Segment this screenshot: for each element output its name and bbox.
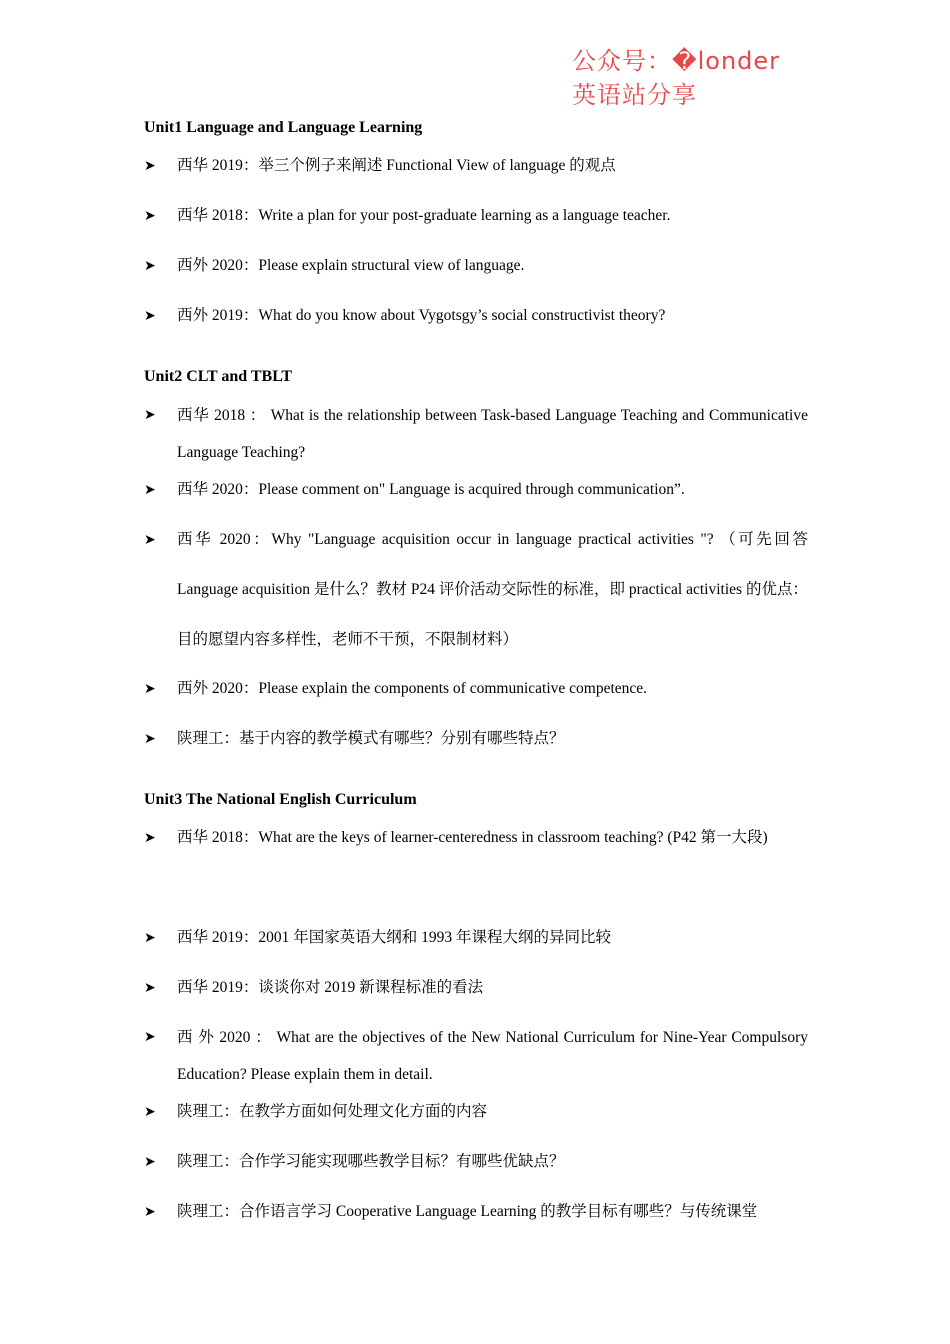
watermark [572, 44, 780, 112]
list-item [144, 305, 808, 327]
list-item [144, 728, 808, 750]
list-item [144, 813, 808, 863]
watermark-line-2: 英语站分享 [572, 81, 697, 109]
list-item-text: 西外 2020：Please explain structural view of language. [177, 257, 525, 274]
list-item-text: 西华 2019：2001 年国家英语大纲和 1993 年课程大纲的异同比较 [177, 929, 612, 946]
list-item-text: 西华 2019：举三个例子来阐述 Functional View of language 的观点 [177, 157, 616, 174]
arrow-bullet-icon: ➤ [144, 258, 156, 274]
list-item [144, 205, 808, 227]
arrow-bullet-icon: ➤ [144, 1204, 156, 1220]
unit-heading: Unit1 Language and Language Learning [144, 119, 423, 136]
list-item-text: 西华 2018：Write a plan for your post-graduate learning as a language teacher. [177, 207, 671, 224]
list-item [144, 977, 808, 999]
list-item-text: 陕理工：在教学方面如何处理文化方面的内容 [177, 1103, 488, 1120]
list-item [144, 1019, 808, 1093]
list-item-text: 西华 2020：Why "Language acquisition occur in language practical activities "? （可先回答 Language acquisition 是什么？教材 P24 评价活动交际性的标准，即 practical activities 的优点：目的愿望内容多样性，老师不干预，不限制材料） [177, 531, 808, 648]
arrow-bullet-icon: ➤ [144, 158, 156, 174]
list-item-text: 西外 2020：Please explain the components of communicative competence. [177, 680, 648, 697]
list-item-text: 西 外 2020 ： What are the objectives of the New National Curriculum for Nine-Year Compulsory Education? Please explain them in detail. [177, 1029, 808, 1083]
unit-heading: Unit3 The National English Curriculum [144, 791, 417, 808]
watermark-line-1: 公众号：�londer [572, 47, 781, 75]
arrow-bullet-icon: ➤ [144, 482, 156, 498]
arrow-bullet-icon: ➤ [144, 830, 156, 846]
unit-heading: Unit2 CLT and TBLT [144, 368, 293, 385]
list-item-text: 西华 2020：Please comment on" Language is acquired through communication”. [177, 481, 685, 498]
list-item-text: 西华 2019：谈谈你对 2019 新课程标准的看法 [177, 979, 484, 996]
arrow-bullet-icon: ➤ [144, 1154, 156, 1170]
arrow-bullet-icon: ➤ [144, 532, 156, 548]
list-item [144, 397, 808, 471]
arrow-bullet-icon: ➤ [144, 407, 156, 423]
list-item [144, 1201, 808, 1223]
arrow-bullet-icon: ➤ [144, 1104, 156, 1120]
list-item [144, 927, 808, 949]
list-item-text: 西华 2018 ： What is the relationship between Task-based Language Teaching and Communicative Language Teaching? [177, 407, 808, 461]
list-item [144, 155, 808, 177]
arrow-bullet-icon: ➤ [144, 731, 156, 747]
arrow-bullet-icon: ➤ [144, 1029, 156, 1045]
list-item [144, 1151, 808, 1173]
list-item-text: 陕理工：基于内容的教学模式有哪些？分别有哪些特点？ [177, 730, 565, 747]
list-item-text: 西华 2018：What are the keys of learner-centeredness in classroom teaching? (P42 第一大段) [177, 829, 768, 846]
list-item [144, 515, 808, 665]
list-item [144, 255, 808, 277]
list-item-text: 西外 2019：What do you know about Vygotsgy’s social constructivist theory? [177, 307, 666, 324]
arrow-bullet-icon: ➤ [144, 681, 156, 697]
arrow-bullet-icon: ➤ [144, 980, 156, 996]
arrow-bullet-icon: ➤ [144, 930, 156, 946]
list-item-text: 陕理工：合作语言学习 Cooperative Language Learning 的教学目标有哪些？与传统课堂 [177, 1203, 758, 1220]
list-item [144, 1101, 808, 1123]
arrow-bullet-icon: ➤ [144, 308, 156, 324]
list-item [144, 678, 808, 700]
arrow-bullet-icon: ➤ [144, 208, 156, 224]
list-item [144, 479, 808, 501]
list-item-text: 陕理工：合作学习能实现哪些教学目标？有哪些优缺点？ [177, 1153, 565, 1170]
